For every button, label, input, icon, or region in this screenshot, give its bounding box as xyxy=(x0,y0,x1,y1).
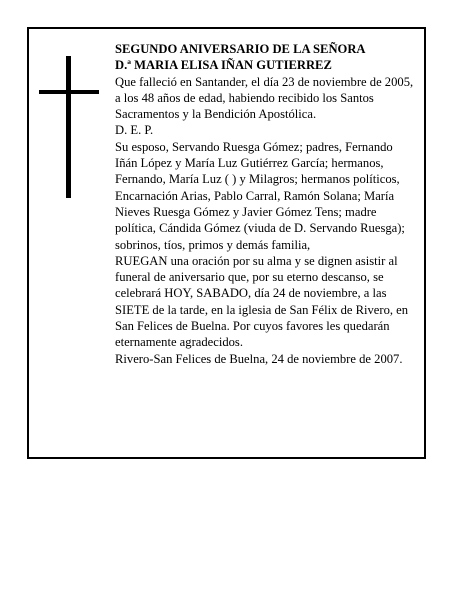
deceased-name: D.ª MARIA ELISA IÑAN GUTIERREZ xyxy=(115,58,332,73)
rest-in-peace: D. E. P. xyxy=(115,123,154,138)
family-list: Su esposo, Servando Ruesga Gómez; padres, Fernando Iñán López y María Luz Gutiérrez García; hermanos, Fernando, María Luz ( ) y Milagros; hermanos políticos, Encarnación Arias, Pablo Carral, Ramón Solana; María Nieves Ruesga Gómez y Javier Gómez Tens; madre política, Cándida Gómez (viuda de D. Servando Ruesga); sobrinos, tíos, primos y demás familia, xyxy=(115,139,405,252)
place-and-date: Rivero-San Felices de Buelna, 24 de noviembre de 2007. xyxy=(115,351,403,366)
cross-horizontal-bar xyxy=(39,90,99,94)
obituary-notice xyxy=(27,27,426,459)
cross-vertical-bar xyxy=(66,56,71,198)
notice-title: SEGUNDO ANIVERSARIO DE LA SEÑORA xyxy=(115,42,366,56)
cross-icon xyxy=(39,56,99,198)
notice-text xyxy=(115,41,417,367)
death-details: Que falleció en Santander, el día 23 de noviembre de 2005, a los 48 años de edad, habiendo recibido los Santos Sacramentos y la Bendición Apostólica. xyxy=(115,74,414,122)
funeral-invitation: RUEGAN una oración por su alma y se dignen asistir al funeral de aniversario que, por su eterno descanso, se celebrará HOY, SABADO, día 24 de noviembre, a las SIETE de la tarde, en la iglesia de San Félix de Rivero, en San Felices de Buelna. Por cuyos favores les quedarán eternamente agradecidos. xyxy=(115,253,409,350)
